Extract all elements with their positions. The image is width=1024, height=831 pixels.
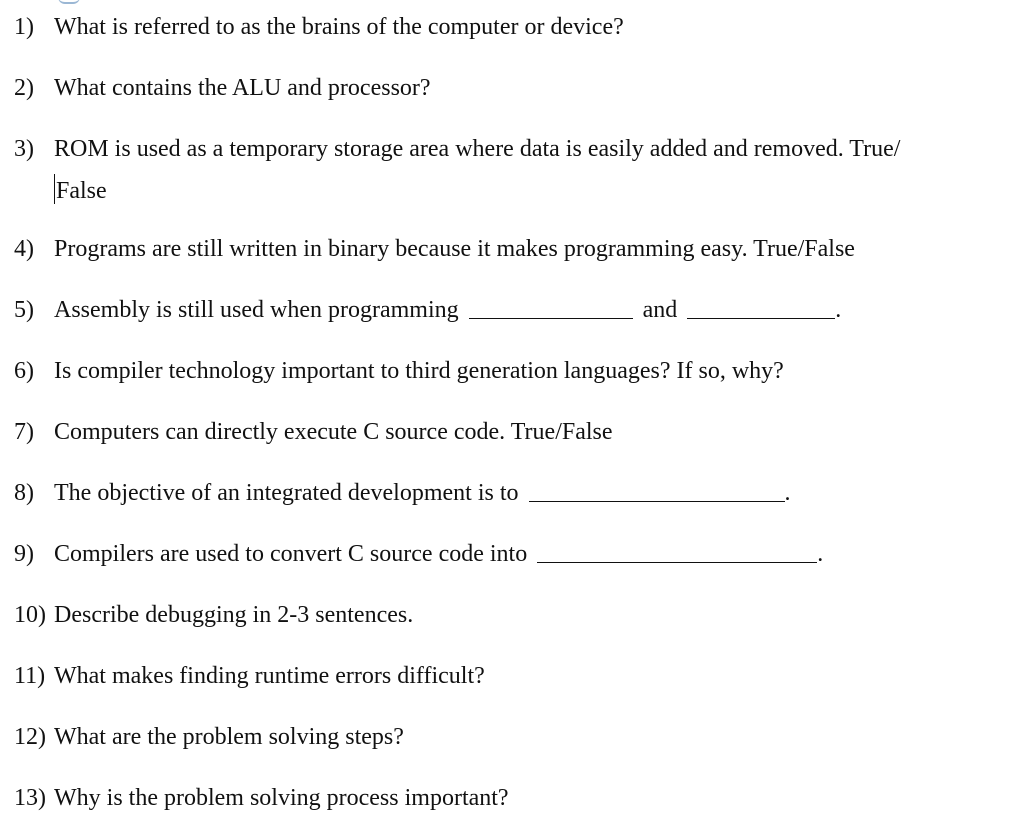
question-3 xyxy=(14,135,900,163)
question-number: 12) xyxy=(14,724,46,750)
question-9 xyxy=(14,540,823,568)
question-text: Is compiler technology important to third generation languages? If so, why? xyxy=(54,358,784,384)
question-text-continuation: False xyxy=(56,178,107,204)
question-5 xyxy=(14,296,841,324)
question-text: ROM is used as a temporary storage area where data is easily added and removed. True/ xyxy=(54,136,901,162)
question-text: Compilers are used to convert C source code into xyxy=(54,541,528,567)
question-text: What makes finding runtime errors difficult? xyxy=(54,663,485,689)
answer-blank[interactable] xyxy=(529,481,785,502)
question-number: 7) xyxy=(14,419,34,445)
question-10 xyxy=(14,601,413,629)
question-7 xyxy=(14,418,613,446)
question-number: 10) xyxy=(14,602,46,628)
question-number: 3) xyxy=(14,136,34,162)
question-text: What are the problem solving steps? xyxy=(54,724,404,750)
answer-blank-1[interactable] xyxy=(469,298,633,319)
question-6 xyxy=(14,357,784,385)
question-number: 8) xyxy=(14,480,34,506)
question-1 xyxy=(14,13,624,41)
question-4 xyxy=(14,235,855,263)
period: . xyxy=(817,541,824,567)
question-13 xyxy=(14,784,509,812)
question-number: 4) xyxy=(14,236,34,262)
top-edge-mark xyxy=(58,0,80,4)
question-11 xyxy=(14,662,485,690)
question-text: Why is the problem solving process important? xyxy=(54,785,509,811)
question-text: Computers can directly execute C source code. True/False xyxy=(54,419,613,445)
period: . xyxy=(835,297,842,323)
answer-blank[interactable] xyxy=(537,542,817,563)
question-number: 6) xyxy=(14,358,34,384)
conjunction-text: and xyxy=(642,297,678,323)
question-number: 2) xyxy=(14,75,34,101)
question-number: 5) xyxy=(14,297,34,323)
question-number: 1) xyxy=(14,14,34,40)
question-number: 13) xyxy=(14,785,46,811)
text-cursor xyxy=(54,174,55,204)
period: . xyxy=(784,480,791,506)
question-text: Assembly is still used when programming xyxy=(54,297,459,323)
question-number: 11) xyxy=(14,663,46,689)
question-12 xyxy=(14,723,404,751)
question-number: 9) xyxy=(14,541,34,567)
question-text: What contains the ALU and processor? xyxy=(54,75,431,101)
answer-blank-2[interactable] xyxy=(687,298,835,319)
question-text: What is referred to as the brains of the computer or device? xyxy=(54,14,624,40)
question-3-continuation xyxy=(54,174,107,205)
question-text: Describe debugging in 2-3 sentences. xyxy=(54,602,414,628)
question-text: The objective of an integrated development is to xyxy=(54,480,519,506)
question-2 xyxy=(14,74,431,102)
question-text: Programs are still written in binary because it makes programming easy. True/False xyxy=(54,236,855,262)
question-8 xyxy=(14,479,791,507)
